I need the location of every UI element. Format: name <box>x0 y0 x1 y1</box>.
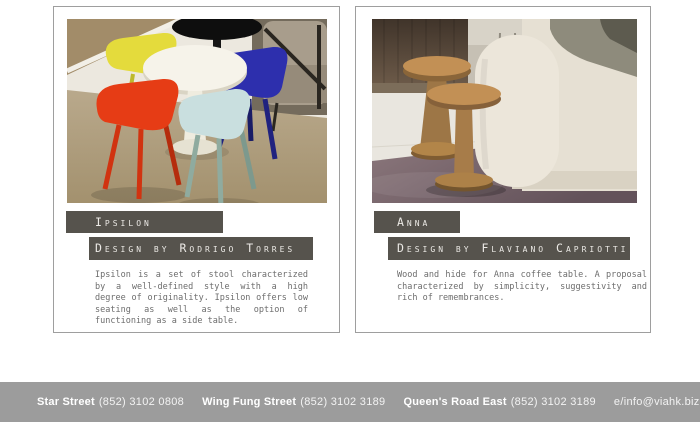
product-title: Ipsilon <box>95 215 152 229</box>
product-title: Anna <box>397 215 431 229</box>
location-name: Star Street <box>37 396 95 408</box>
wood-panel <box>372 19 468 93</box>
location-phone: (852) 3102 0808 <box>98 396 185 408</box>
product-description: Ipsilon is a set of stool characterized by a well-defined style with a high degree of originality. Ipsilon offers low seating as well as the option of functioning as a side table. <box>95 270 308 327</box>
product-title-bar <box>374 211 460 233</box>
product-card-ipsilon <box>53 6 340 333</box>
footer-bar <box>0 382 700 422</box>
footer-location-wing-fung-street <box>202 396 385 408</box>
footer-location-queens-road-east <box>403 396 595 408</box>
product-designer: Design by Rodrigo Torres <box>95 241 296 255</box>
product-designer-bar <box>388 237 630 260</box>
ipsilon-photo <box>67 19 327 203</box>
location-phone: (852) 3102 3189 <box>510 396 596 408</box>
footer-location-star-street <box>37 396 184 408</box>
sofa <box>475 19 637 191</box>
anna-photo <box>372 19 637 203</box>
location-name: Wing Fung Street <box>202 396 297 408</box>
location-name: Queen's Road East <box>403 396 507 408</box>
location-phone: (852) 3102 3189 <box>300 396 386 408</box>
product-card-anna <box>355 6 651 333</box>
anna-scene <box>372 19 637 203</box>
product-designer-bar <box>89 237 313 260</box>
product-title-bar <box>66 211 223 233</box>
contact-email-link[interactable]: e/info@viahk.biz <box>613 396 700 408</box>
product-designer: Design by Flaviano Capriotti <box>397 241 629 255</box>
ipsilon-scene <box>67 19 327 203</box>
product-description: Wood and hide for Anna coffee table. A proposal characterized by simplicity, suggestivity and rich of remembrances. <box>397 270 647 304</box>
